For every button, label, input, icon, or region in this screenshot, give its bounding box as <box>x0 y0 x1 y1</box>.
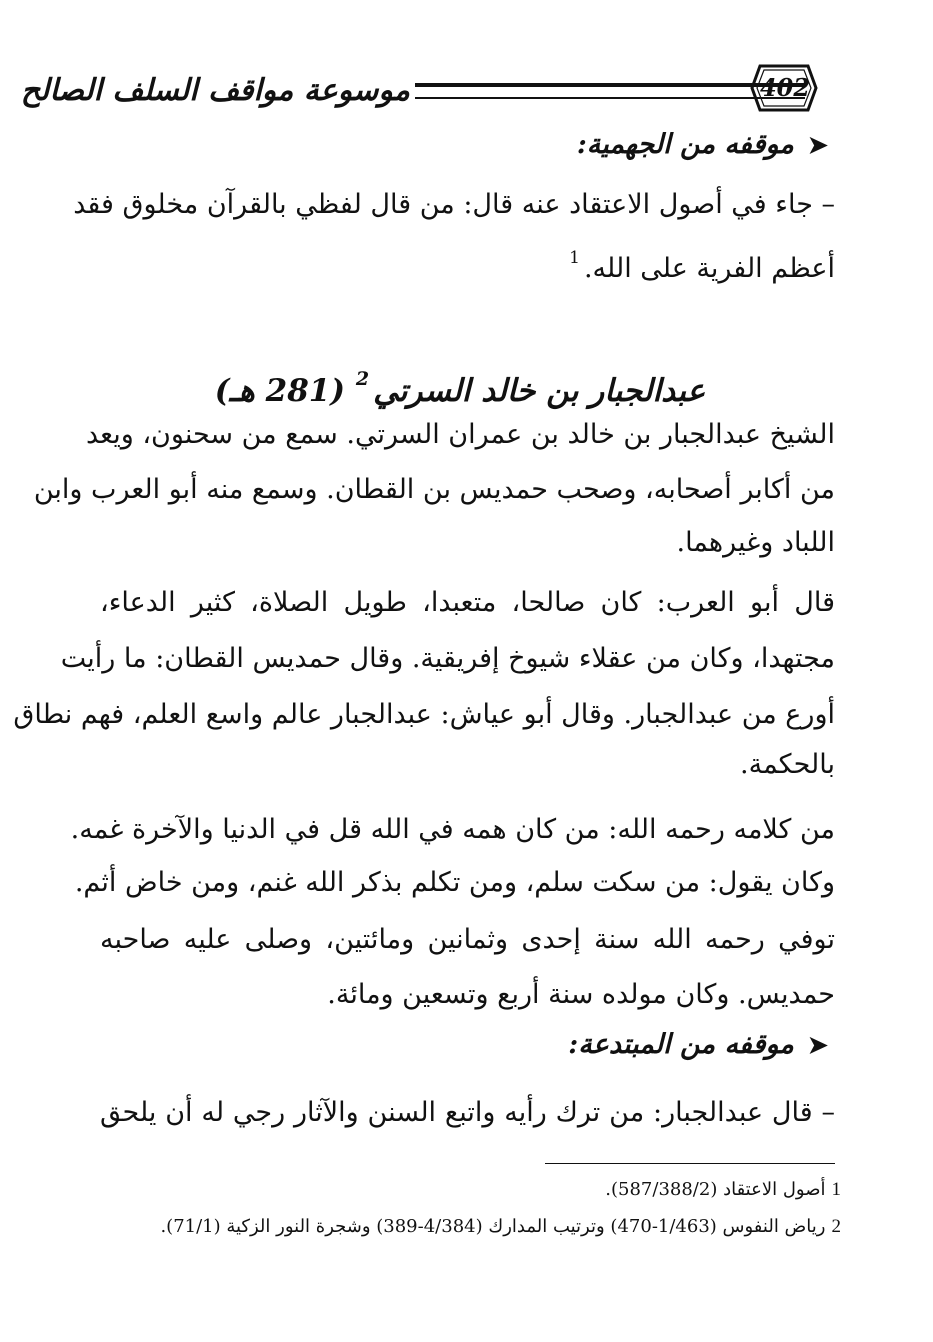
footnote-separator <box>545 1163 835 1164</box>
arrow-bullet-icon: ➤ <box>807 1030 828 1059</box>
text-line: من أكابر أصحابه، وصحب حمديس بن القطان. وسمع منه أبو العرب وابن <box>33 474 835 505</box>
text-line: – قال عبدالجبار: من ترك رأيه واتبع السنن والآثار رجي له أن يلحق <box>100 1097 835 1128</box>
text-line: اللباد وغيرهما. <box>676 527 835 558</box>
text-line: مجتهدا، وكان من عقلاء شيوخ إفريقية. وقال حمديس القطان: ما رأيت <box>60 643 835 674</box>
text-line: حمديس. وكان مولده سنة أربع وتسعين ومائة. <box>327 979 835 1010</box>
text-line-content: أعظم الفرية على الله. <box>583 253 835 284</box>
footnote-text: رياض النفوس (1/463-470) وترتيب المدارك (4/384-389) وشجرة النور الزكية (71/1). <box>160 1216 826 1237</box>
running-header <box>20 58 860 128</box>
text-line: من كلامه رحمه الله: من كان همه في الله قل في الدنيا والآخرة غمه. <box>70 814 835 845</box>
page-number-badge <box>750 58 820 118</box>
page-number: 402 <box>759 73 811 102</box>
footnote-text: أصول الاعتقاد (587/388/2). <box>605 1179 826 1200</box>
text-line: توفي رحمه الله سنة إحدى وثمانين ومائتين، وصلى عليه صاحبه <box>100 924 835 955</box>
section-heading-text: موقفه من الجهمية: <box>576 129 794 160</box>
section-heading-mubtadia <box>568 1025 828 1065</box>
bio-name: عبدالجبار بن خالد السرتي <box>373 373 706 409</box>
footnote <box>605 1176 841 1204</box>
text-line: قال أبو العرب: كان صالحا، متعبدا، طويل الصلاة، كثير الدعاء، <box>100 587 835 618</box>
text-line: الشيخ عبدالجبار بن خالد بن عمران السرتي. سمع من سحنون، ويعد <box>86 419 835 450</box>
section-heading-text: موقفه من المبتدعة: <box>568 1029 794 1060</box>
footnote-ref: 1 <box>569 248 580 268</box>
footnote-ref: 2 <box>355 368 370 390</box>
biography-title <box>200 355 720 415</box>
text-line: بالحكمة. <box>740 749 835 780</box>
book-title: موسوعة مواقف السلف الصالح <box>20 73 410 108</box>
bio-year: (281 هـ) <box>214 373 346 409</box>
text-line: – جاء في أصول الاعتقاد عنه قال: من قال لفظي بالقرآن مخلوق فقد <box>73 189 835 220</box>
footnote-number: 2 <box>831 1216 841 1237</box>
arrow-bullet-icon: ➤ <box>807 130 828 159</box>
text-line <box>100 233 835 294</box>
footnote <box>160 1213 841 1241</box>
text-line: أورع من عبدالجبار. وقال أبو عياش: عبدالجبار عالم واسع العلم، فهم نطاق <box>13 699 835 730</box>
footnote-number: 1 <box>831 1179 841 1200</box>
header-rule <box>415 83 805 99</box>
section-heading-jahmiyya <box>577 125 828 165</box>
text-line: وكان يقول: من سكت سلم، ومن تكلم بذكر الله غنم، ومن خاض أثم. <box>74 867 835 898</box>
